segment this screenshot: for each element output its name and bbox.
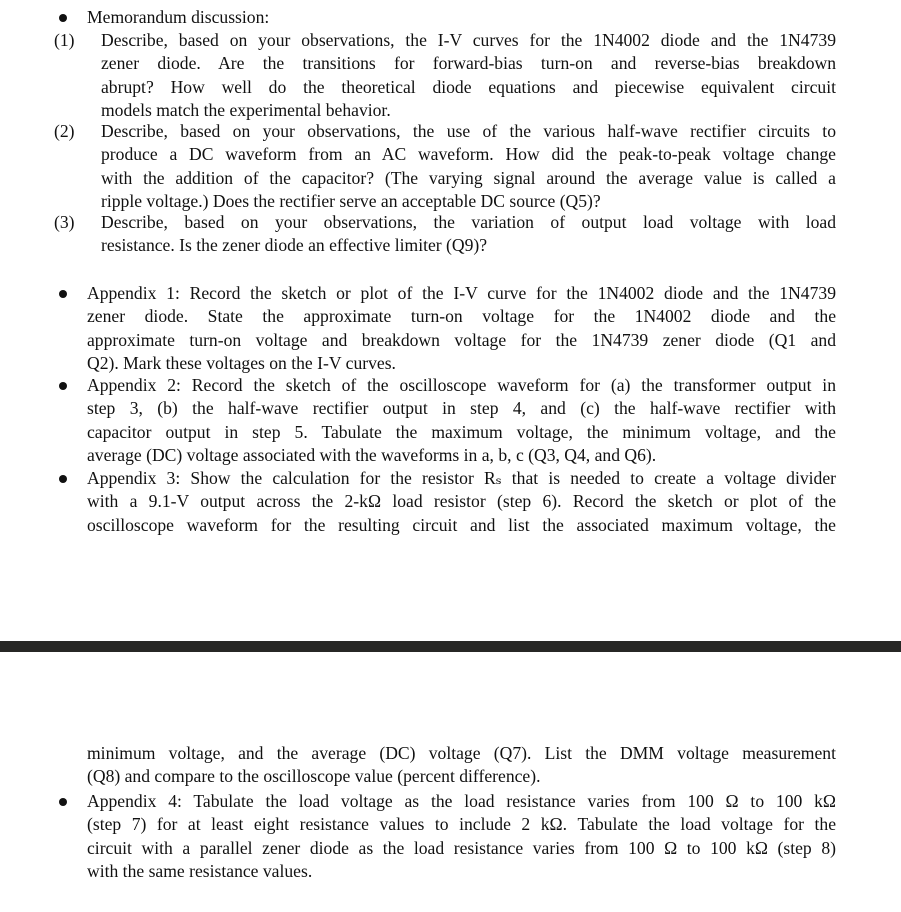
bullet-icon	[59, 14, 67, 22]
text-line: Describe, based on your observations, the I-V curves for the 1N4002 diode and the 1N4739	[101, 30, 836, 50]
bullet-icon	[59, 798, 67, 806]
text-line: (Q8) and compare to the oscilloscope value (percent difference).	[87, 766, 541, 787]
list-number: (2)	[54, 121, 75, 141]
text-line: circuit with a parallel zener diode as the load resistance varies from 100 Ω to 100 kΩ (step 8)	[87, 837, 836, 858]
text-line: Appendix 4: Tabulate the load voltage as the load resistance varies from 100 Ω to 100 kΩ	[87, 791, 836, 811]
bullet-icon	[59, 290, 67, 298]
page-break-divider	[0, 641, 901, 652]
text-line: Memorandum discussion:	[87, 7, 270, 27]
text-line: with the same resistance values.	[87, 860, 313, 881]
text-line: (step 7) for at least eight resistance values to include 2 kΩ. Tabulate the load voltage for the	[87, 814, 836, 835]
text-line: average (DC) voltage associated with the waveforms in a, b, c (Q3, Q4, and Q6).	[87, 444, 657, 465]
text-line: Describe, based on your observations, the variation of output load voltage with load	[101, 212, 836, 232]
text-line: resistance. Is the zener diode an effective limiter (Q9)?	[101, 235, 488, 256]
text-line: with the addition of the capacitor? (The varying signal around the average value is called a	[101, 167, 836, 188]
text-line: minimum voltage, and the average (DC) voltage (Q7). List the DMM voltage measurement	[87, 743, 836, 763]
text-line: step 3, (b) the half-wave rectifier output in step 4, and (c) the half-wave rectifier with	[87, 398, 836, 419]
text-line: approximate turn-on voltage and breakdown voltage for the 1N4739 zener diode (Q1 and	[87, 329, 836, 350]
text-line: Appendix 3: Show the calculation for the resistor Rₛ that is needed to create a voltage divider	[87, 468, 836, 488]
bullet-icon	[59, 475, 67, 483]
text-line: capacitor output in step 5. Tabulate the maximum voltage, the minimum voltage, and the	[87, 421, 836, 442]
text-line: Appendix 1: Record the sketch or plot of the I-V curve for the 1N4002 diode and the 1N4739	[87, 283, 836, 303]
list-number: (3)	[54, 212, 75, 232]
bullet-icon	[59, 382, 67, 390]
text-line: zener diode. Are the transitions for forward-bias turn-on and reverse-bias breakdown	[101, 53, 836, 74]
list-number: (1)	[54, 30, 75, 50]
text-line: with a 9.1-V output across the 2-kΩ load resistor (step 6). Record the sketch or plot of the	[87, 491, 836, 512]
text-line: oscilloscope waveform for the resulting circuit and list the associated maximum voltage, the	[87, 514, 836, 535]
text-line: Q2). Mark these voltages on the I-V curves.	[87, 352, 396, 373]
text-line: zener diode. State the approximate turn-on voltage for the 1N4002 diode and the	[87, 306, 836, 327]
text-line: produce a DC waveform from an AC waveform. How did the peak-to-peak voltage change	[101, 144, 836, 165]
text-line: abrupt? How well do the theoretical diode equations and piecewise equivalent circuit	[101, 76, 836, 97]
text-line: Appendix 2: Record the sketch of the oscilloscope waveform for (a) the transformer output in	[87, 375, 836, 395]
text-line: Describe, based on your observations, the use of the various half-wave rectifier circuits to	[101, 121, 836, 141]
text-line: models match the experimental behavior.	[101, 99, 391, 120]
text-line: ripple voltage.) Does the rectifier serve an acceptable DC source (Q5)?	[101, 190, 601, 211]
